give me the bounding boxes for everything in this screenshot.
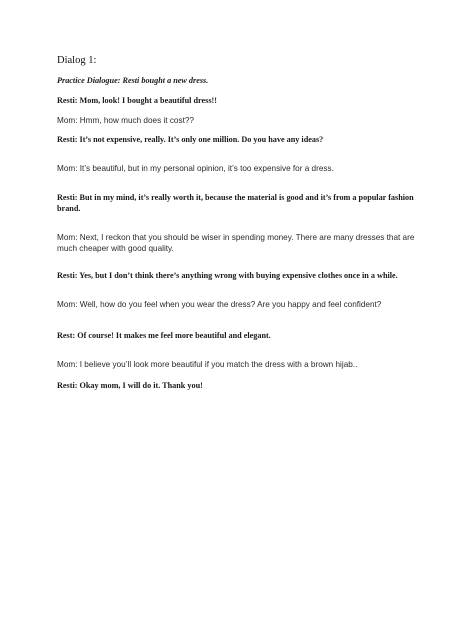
dialogue-line-resti-5: Rest: Of course! It makes me feel more beautiful and elegant.	[57, 331, 271, 340]
practice-dialogue-title: Practice Dialogue: Resti bought a new dress.	[57, 76, 209, 85]
dialogue-line-mom-2: Mom: It’s beautiful, but in my personal opinion, it’s too expensive for a dress.	[57, 164, 334, 173]
dialogue-line-mom-3: Mom: Next, I reckon that you should be wiser in spending money. There are many dresses that are much cheaper with good quality.	[57, 233, 415, 253]
dialogue-line-resti-2: Resti: It’s not expensive, really. It’s only one million. Do you have any ideas?	[57, 135, 324, 144]
dialogue-line-mom-1: Mom: Hmm, how much does it cost??	[57, 116, 194, 125]
dialogue-line-mom-4: Mom: Well, how do you feel when you wear the dress? Are you happy and feel confident?	[57, 300, 382, 309]
dialogue-line-resti-3: Resti: But in my mind, it’s really worth it, because the material is good and it’s from a popular fashion brand.	[57, 193, 414, 213]
dialogue-line-resti-1: Resti: Mom, look! I bought a beautiful dress!!	[57, 96, 217, 105]
dialogue-line-resti-6: Resti: Okay mom, I will do it. Thank you!	[57, 381, 203, 390]
dialogue-line-resti-4: Resti: Yes, but I don’t think there’s anything wrong with buying expensive clothes once in a while.	[57, 271, 398, 280]
dialogue-line-mom-5: Mom: I believe you’ll look more beautiful if you match the dress with a brown hijab..	[57, 360, 358, 369]
dialog-heading: Dialog 1:	[57, 55, 97, 66]
